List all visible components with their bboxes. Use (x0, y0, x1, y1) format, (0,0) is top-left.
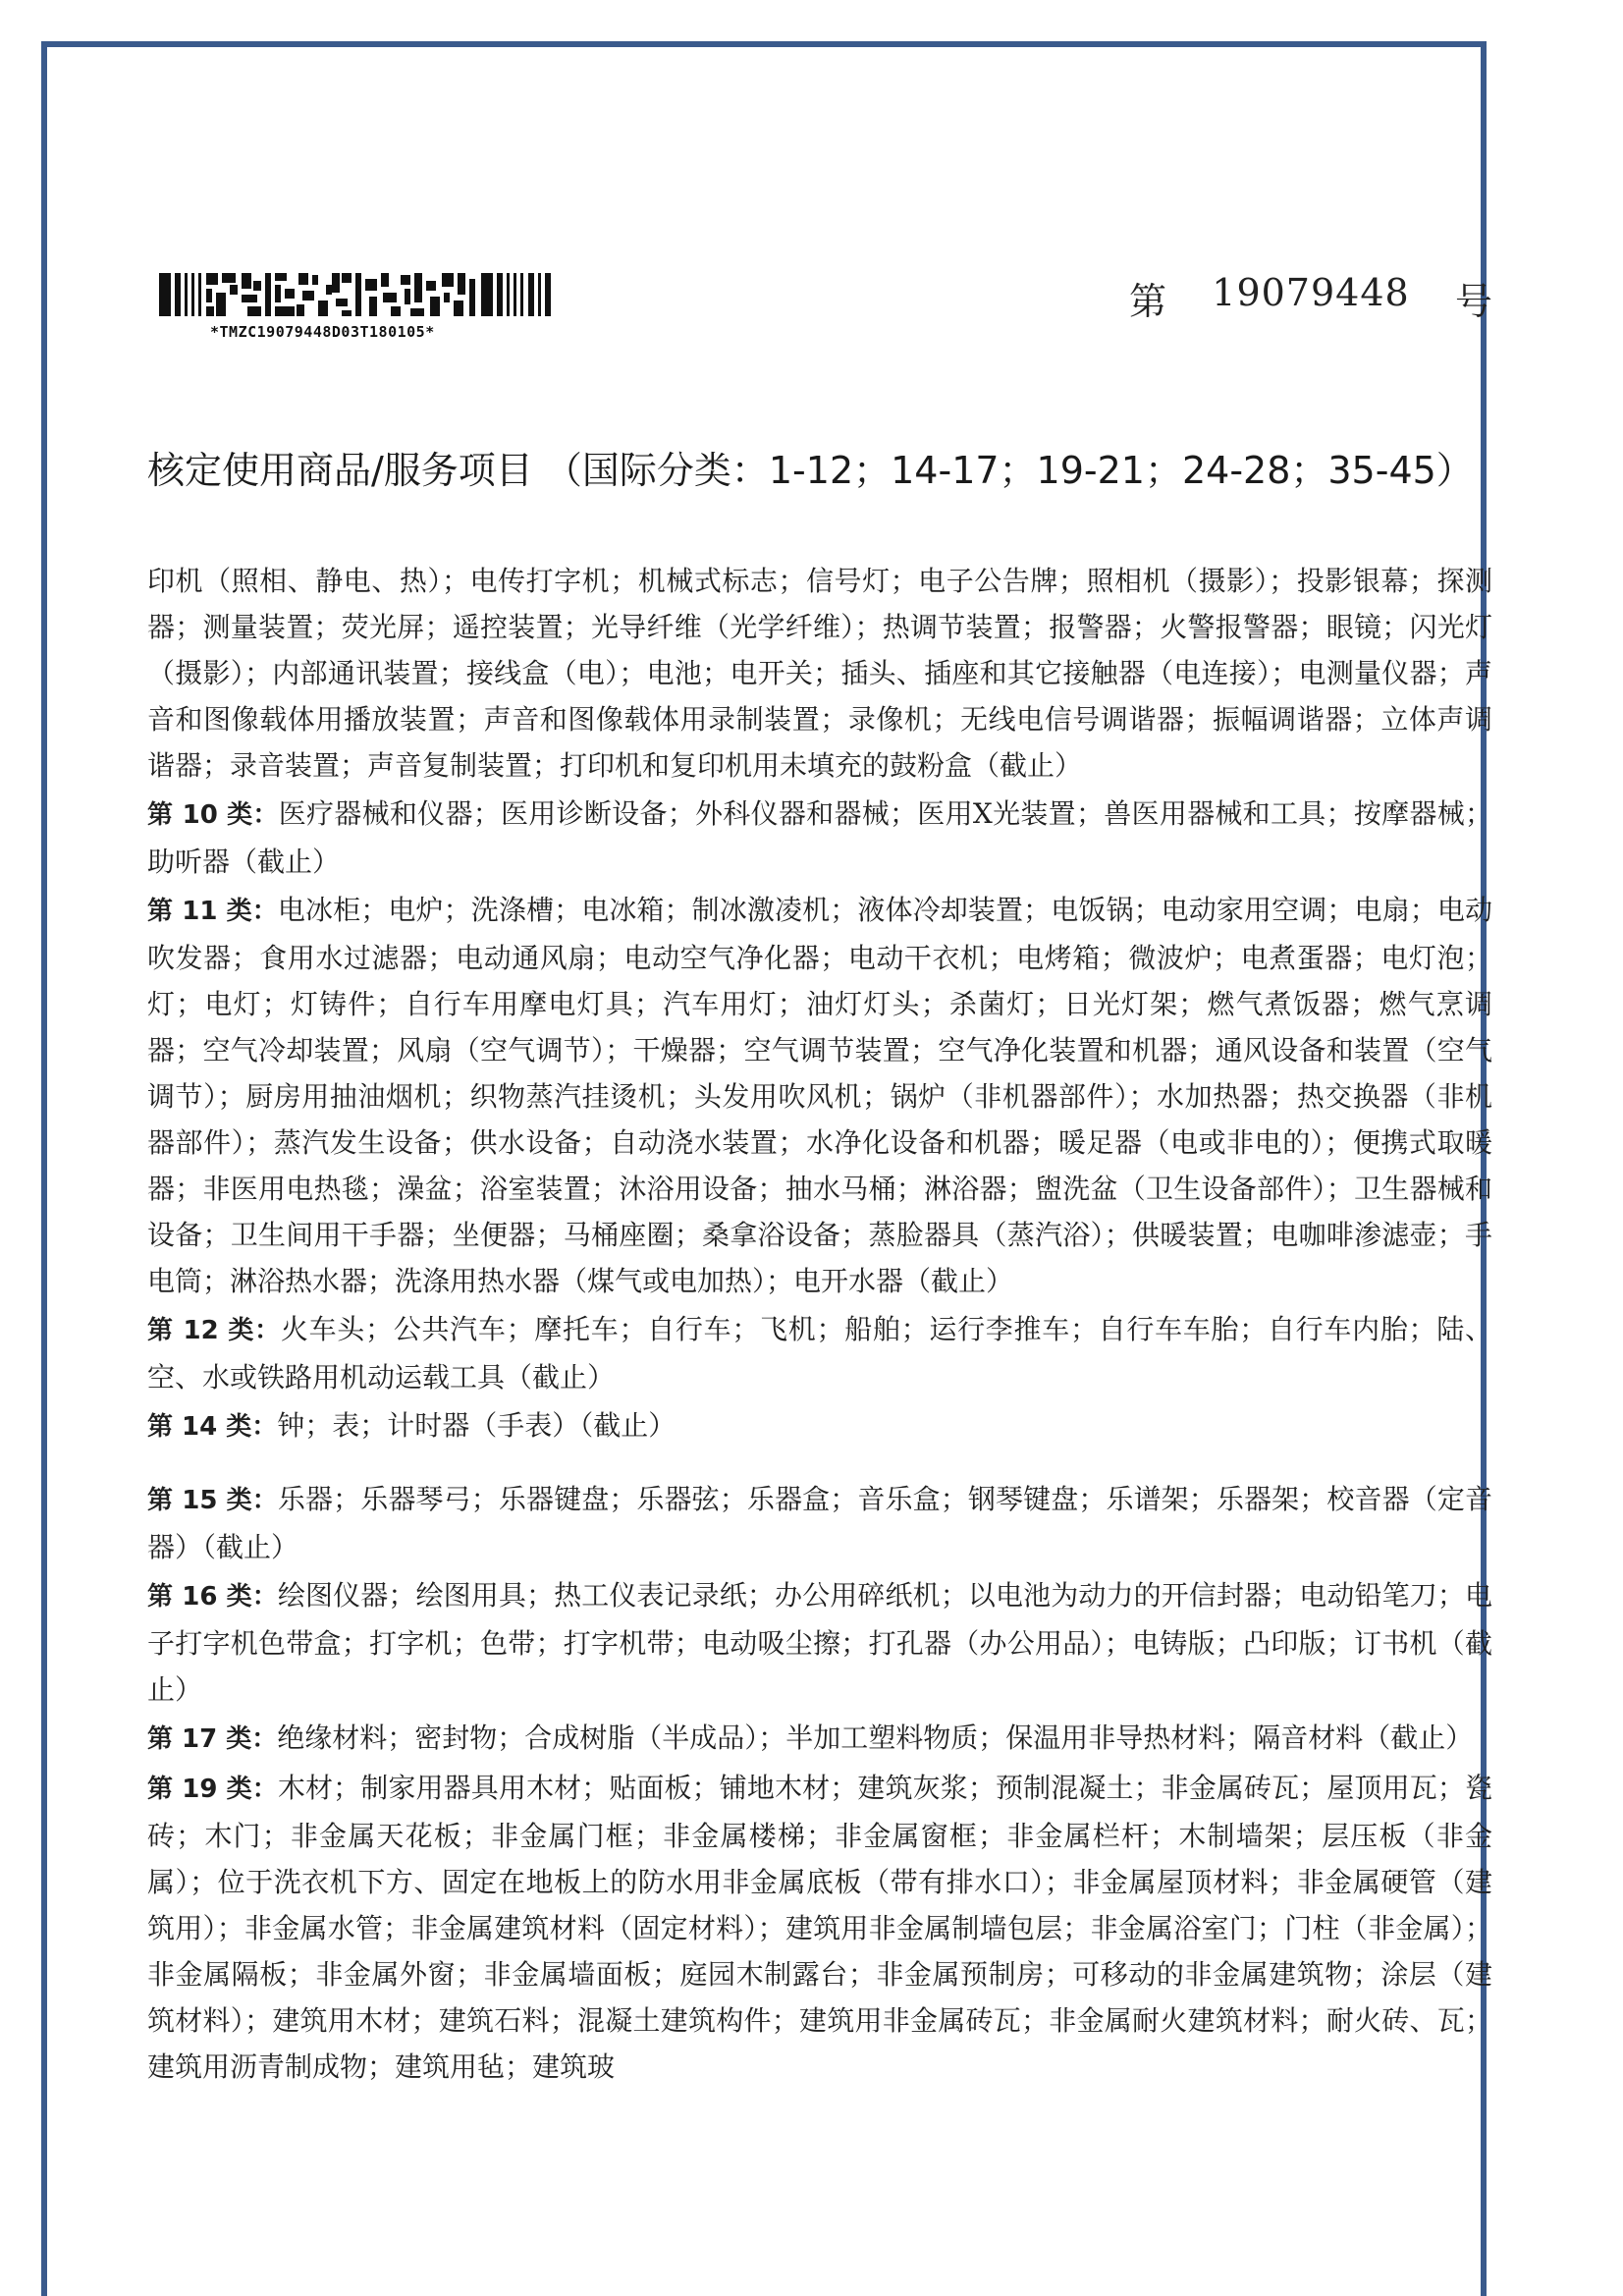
barcode-image (159, 271, 554, 320)
goods-services-list (147, 558, 1492, 2092)
class-17-paragraph (147, 1715, 1492, 1763)
class-text: 火车头；公共汽车；摩托车；自行车；飞机；船舶；运行李推车；自行车车胎；自行车内胎；陆、空、水或铁路用机动运载工具（截止） (147, 1313, 1492, 1394)
class-text: 钟；表；计时器（手表）（截止） (277, 1409, 676, 1442)
class-label: 第 11 类： (147, 897, 278, 926)
class-text: 绘图仪器；绘图用具；热工仪表记录纸；办公用碎纸机；以电池为动力的开信封器；电动铅笔刀；电子打字机色带盒；打字机；色带；打字机带；电动吸尘擦；打孔器（办公用品）；电铸版；凸印版；订书机（截止） (147, 1579, 1492, 1706)
class-label: 第 16 类： (147, 1582, 278, 1612)
class-label: 第 10 类： (147, 800, 279, 830)
registration-suffix: 号 (1454, 280, 1492, 323)
intro-paragraph: 印机（照相、静电、热）；电传打字机；机械式标志；信号灯；电子公告牌；照相机（摄影）；投影银幕；探测器；测量装置；荧光屏；遥控装置；光导纤维（光学纤维）；热调节装置；报警器；火警报警器；眼镜；闪光灯（摄影）；内部通讯装置；接线盒（电）；电池；电开关；插头、插座和其它接触器（电连接）；电测量仪器；声音和图像载体用播放装置；声音和图像载体用录制装置；录像机；无线电信号调谐器；振幅调谐器；立体声调谐器；录音装置；声音复制装置；打印机和复印机用未填充的鼓粉盒（截止） (147, 565, 1492, 782)
class-text: 电冰柜；电炉；洗涤槽；电冰箱；制冰激凌机；液体冷却装置；电饭锅；电动家用空调；电扇；电动吹发器；食用水过滤器；电动通风扇；电动空气净化器；电动干衣机；电烤箱；微波炉；电煮蛋器；电灯泡；灯；电灯；灯铸件；自行车用摩电灯具；汽车用灯；油灯灯头；杀菌灯；日光灯架；燃气煮饭器；燃气烹调器；空气冷却装置；风扇（空气调节）；干燥器；空气调节装置；空气净化装置和机器；通风设备和装置（空气调节）；厨房用抽油烟机；织物蒸汽挂烫机；头发用吹风机；锅炉（非机器部件）；水加热器；热交换器（非机器部件）；蒸汽发生设备；供水设备；自动浇水装置；水净化设备和机器；暖足器（电或非电的）；便携式取暖器；非医用电热毯；澡盆；浴室装置；沐浴用设备；抽水马桶；淋浴器；盥洗盆（卫生设备部件）；卫生器械和设备；卫生间用干手器；坐便器；马桶座圈；桑拿浴设备；蒸脸器具（蒸汽浴）；供暖装置；电咖啡渗滤壶；手电筒；淋浴热水器；洗涤用热水器（煤气或电加热）；电开水器（截止） (147, 894, 1492, 1297)
class-15-paragraph (147, 1476, 1492, 1570)
class-text: 绝缘材料；密封物；合成树脂（半成品）；半加工塑料物质；保温用非导热材料；隔音材料（截止） (277, 1722, 1474, 1754)
class-label: 第 17 类： (147, 1724, 278, 1754)
class-12-paragraph (147, 1306, 1492, 1400)
class-14-paragraph (147, 1402, 1492, 1450)
class-label: 第 19 类： (147, 1775, 278, 1804)
class-11-paragraph (147, 887, 1492, 1304)
barcode-block (159, 271, 562, 341)
registration-number (1129, 271, 1492, 325)
class-text: 医疗器械和仪器；医用诊断设备；外科仪器和器械；医用X光装置；兽医用器械和工具；按摩器械；助听器（截止） (147, 797, 1492, 878)
class-label: 第 15 类： (147, 1486, 278, 1515)
page-heading: 核定使用商品/服务项目 （国际分类：1-12；14-17；19-21；24-28；35-45） (147, 449, 1474, 492)
registration-prefix: 第 (1129, 280, 1167, 323)
class-16-paragraph (147, 1572, 1492, 1713)
class-label: 第 12 类： (147, 1316, 281, 1345)
class-19-paragraph (147, 1765, 1492, 2090)
barcode-text: *TMZC19079448D03T180105* (210, 323, 435, 341)
class-text: 乐器；乐器琴弓；乐器键盘；乐器弦；乐器盒；音乐盒；钢琴键盘；乐谱架；乐器架；校音器（定音器）（截止） (147, 1483, 1492, 1563)
registration-number-value: 19079448 (1212, 271, 1410, 314)
class-text: 木材；制家用器具用木材；贴面板；铺地木材；建筑灰浆；预制混凝土；非金属砖瓦；屋顶用瓦；瓷砖；木门；非金属天花板；非金属门框；非金属楼梯；非金属窗框；非金属栏杆；木制墙架；层压板（非金属）；位于洗衣机下方、固定在地板上的防水用非金属底板（带有排水口）；非金属屋顶材料；非金属硬管（建筑用）；非金属水管；非金属建筑材料（固定材料）；建筑用非金属制墙包层；非金属浴室门；门柱（非金属）；非金属隔板；非金属外窗；非金属墙面板；庭园木制露台；非金属预制房；可移动的非金属建筑物；涂层（建筑材料）；建筑用木材；建筑石料；混凝土建筑构件；建筑用非金属砖瓦；非金属耐火建筑材料；耐火砖、瓦；建筑用沥青制成物；建筑用毡；建筑玻 (147, 1772, 1492, 2083)
class-10-paragraph (147, 791, 1492, 885)
class-label: 第 14 类： (147, 1412, 278, 1442)
